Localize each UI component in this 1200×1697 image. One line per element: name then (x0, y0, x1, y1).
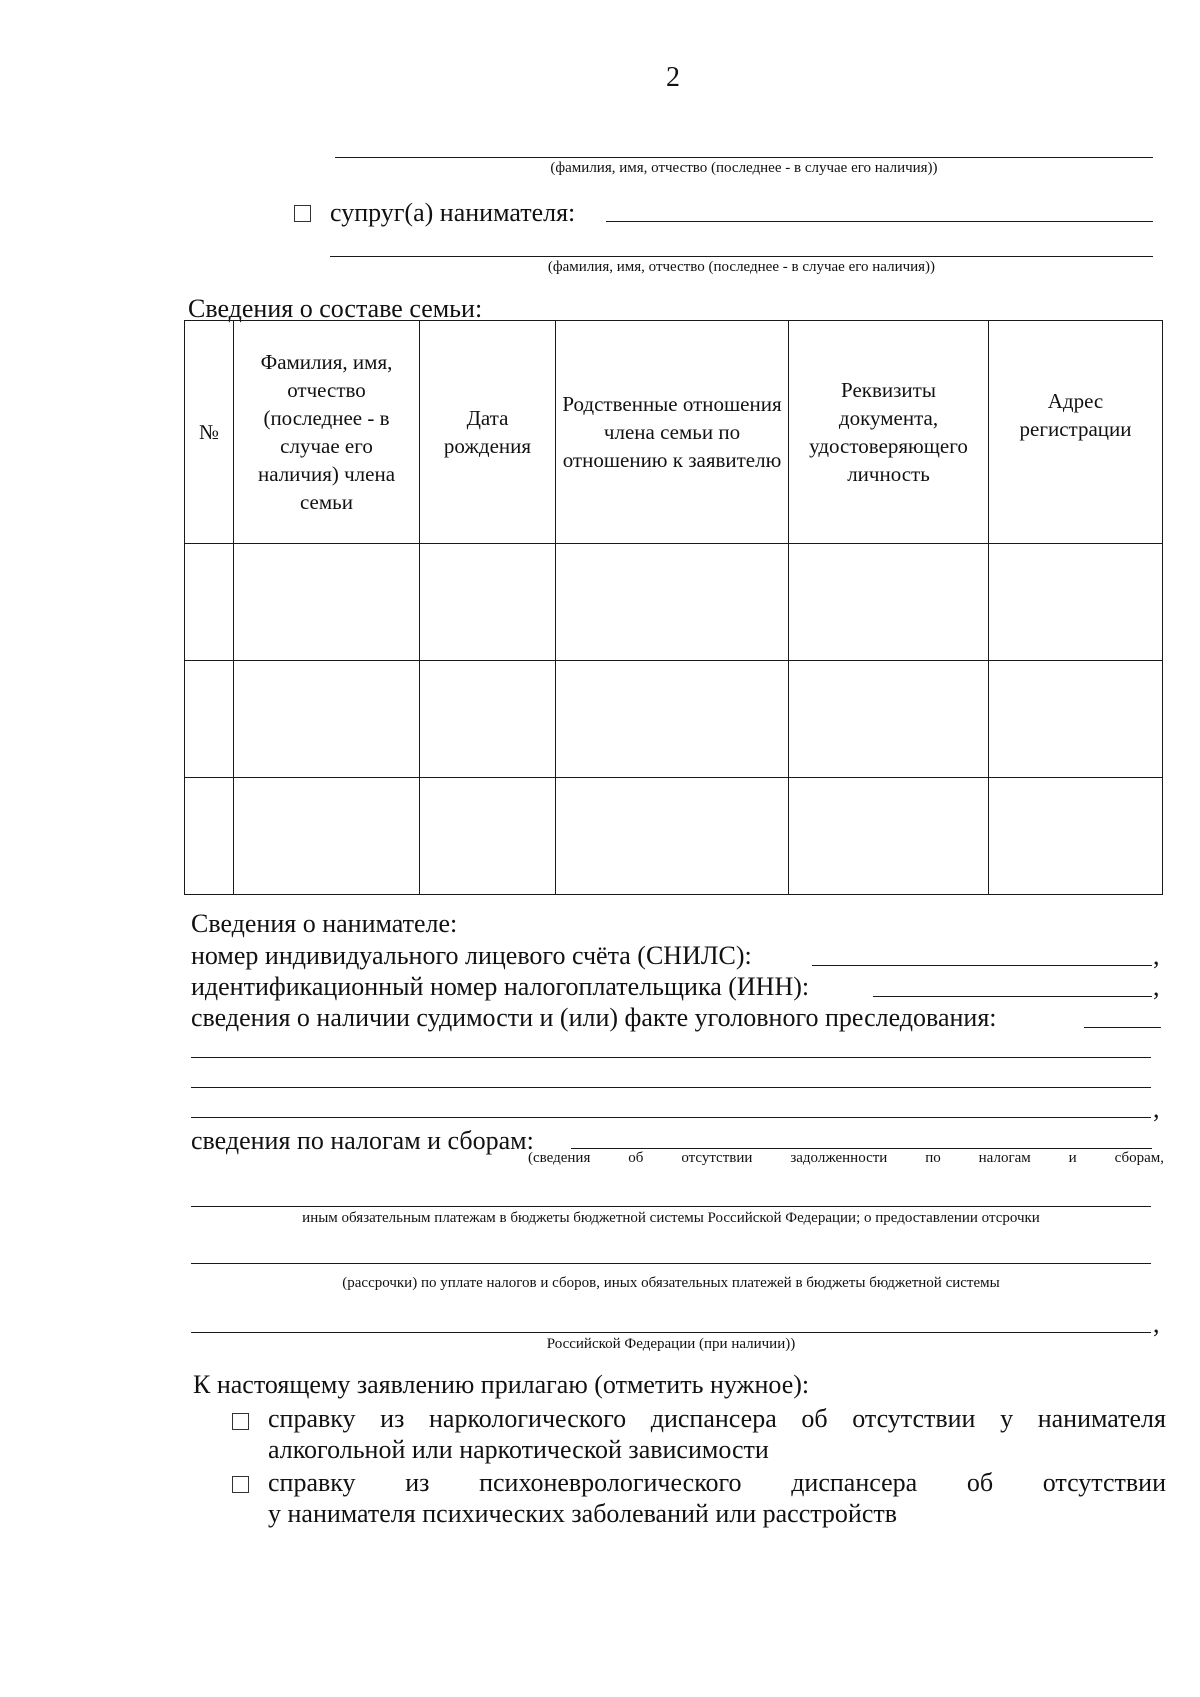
family-table-header (185, 321, 1163, 544)
taxes-hint-2: иным обязательным платежам в бюджеты бюджетной системы Российской Федерации; о предоставлении отсрочки (302, 1210, 1040, 1226)
taxes-hint-word: налогам (978, 1150, 1031, 1166)
criminal-input-line-4[interactable] (191, 1117, 1151, 1118)
attachments-title: К настоящему заявлению прилагаю (отметить нужное): (193, 1370, 810, 1399)
cell-number[interactable] (185, 778, 234, 895)
taxes-hint-word: сборам, (1114, 1150, 1164, 1166)
attachment-narcology-line-2: алкогольной или наркотической зависимости (268, 1435, 769, 1464)
taxes-comma: , (1153, 1309, 1160, 1338)
fio-hint-2: (фамилия, имя, отчество (последнее - в случае его наличия)) (547, 259, 936, 275)
taxes-hint-word: (сведения (528, 1150, 591, 1166)
cell-address[interactable] (989, 778, 1163, 895)
taxes-hint-4: Российской Федерации (при наличии)) (546, 1336, 796, 1352)
table-row (185, 661, 1163, 778)
header-address: Адрес регистрации (989, 321, 1163, 544)
criminal-label: сведения о наличии судимости и (или) факте уголовного преследования: (191, 1003, 997, 1032)
attachment-psychoneurology-checkbox[interactable] (232, 1476, 249, 1493)
taxes-label: сведения по налогам и сборам: (191, 1126, 534, 1155)
taxes-hint-word: отсутствии (681, 1150, 753, 1166)
header-fio: Фамилия, имя, отчество (последнее - в случае его наличия) члена семьи (234, 321, 420, 544)
attachment-psychoneurology-line-2: у нанимателя психических заболеваний или расстройств (268, 1499, 898, 1528)
cell-fio[interactable] (234, 661, 420, 778)
fio-input-line-1[interactable] (335, 157, 1153, 158)
snils-label: номер индивидуального лицевого счёта (СНИЛС): (191, 941, 752, 970)
snils-comma: , (1153, 941, 1160, 970)
criminal-input-line-2[interactable] (191, 1057, 1151, 1058)
cell-id-document[interactable] (789, 778, 989, 895)
cell-birthdate[interactable] (420, 778, 556, 895)
cell-birthdate[interactable] (420, 544, 556, 661)
fio-hint-1: (фамилия, имя, отчество (последнее - в случае его наличия)) (550, 160, 938, 176)
attachment-psychoneurology-line-1: справку из психоневрологического диспансера об отсутствии (268, 1468, 1166, 1497)
spouse-checkbox[interactable] (294, 205, 311, 222)
header-relation: Родственные отношения члена семьи по отношению к заявителю (556, 321, 789, 544)
taxes-hint-word: и (1068, 1150, 1077, 1166)
table-row (185, 544, 1163, 661)
tenant-title: Сведения о нанимателе: (191, 909, 458, 938)
cell-relation[interactable] (556, 544, 789, 661)
inn-comma: , (1153, 972, 1160, 1001)
spouse-input-line[interactable] (606, 221, 1153, 222)
header-birthdate: Дата рождения (420, 321, 556, 544)
taxes-input-line-3[interactable] (191, 1263, 1151, 1264)
attachment-narcology-checkbox[interactable] (232, 1413, 249, 1430)
taxes-hint-word: по (925, 1150, 941, 1166)
table-row (185, 778, 1163, 895)
family-title: Сведения о составе семьи: (188, 294, 483, 323)
spouse-label: супруг(а) нанимателя: (330, 198, 576, 227)
attachment-narcology-line-1: справку из наркологического диспансера об отсутствии у нанимателя (268, 1404, 1166, 1433)
cell-relation[interactable] (556, 778, 789, 895)
page-number: 2 (666, 62, 680, 93)
cell-address[interactable] (989, 544, 1163, 661)
criminal-input-line-3[interactable] (191, 1087, 1151, 1088)
taxes-input-line-1[interactable] (571, 1148, 1152, 1149)
cell-address[interactable] (989, 661, 1163, 778)
family-table (184, 320, 1163, 895)
cell-id-document[interactable] (789, 661, 989, 778)
header-number: № (185, 321, 234, 544)
inn-label: идентификационный номер налогоплательщика (ИНН): (191, 972, 810, 1001)
taxes-input-line-2[interactable] (191, 1206, 1151, 1207)
cell-fio[interactable] (234, 544, 420, 661)
taxes-hint-3: (рассрочки) по уплате налогов и сборов, иных обязательных платежей в бюджеты бюджетной системы (342, 1275, 1000, 1291)
cell-id-document[interactable] (789, 544, 989, 661)
criminal-comma: , (1153, 1094, 1160, 1123)
cell-number[interactable] (185, 544, 234, 661)
cell-number[interactable] (185, 661, 234, 778)
taxes-hint-1 (528, 1150, 1164, 1167)
snils-input-line[interactable] (812, 965, 1152, 966)
cell-relation[interactable] (556, 661, 789, 778)
criminal-input-line-1[interactable] (1084, 1027, 1161, 1028)
cell-fio[interactable] (234, 778, 420, 895)
header-id-document: Реквизиты документа, удостоверяющего личность (789, 321, 989, 544)
fio-input-line-2[interactable] (330, 256, 1153, 257)
taxes-hint-word: задолженности (790, 1150, 888, 1166)
taxes-input-line-4[interactable] (191, 1332, 1151, 1333)
cell-birthdate[interactable] (420, 661, 556, 778)
taxes-hint-word: об (628, 1150, 644, 1166)
inn-input-line[interactable] (873, 996, 1152, 997)
